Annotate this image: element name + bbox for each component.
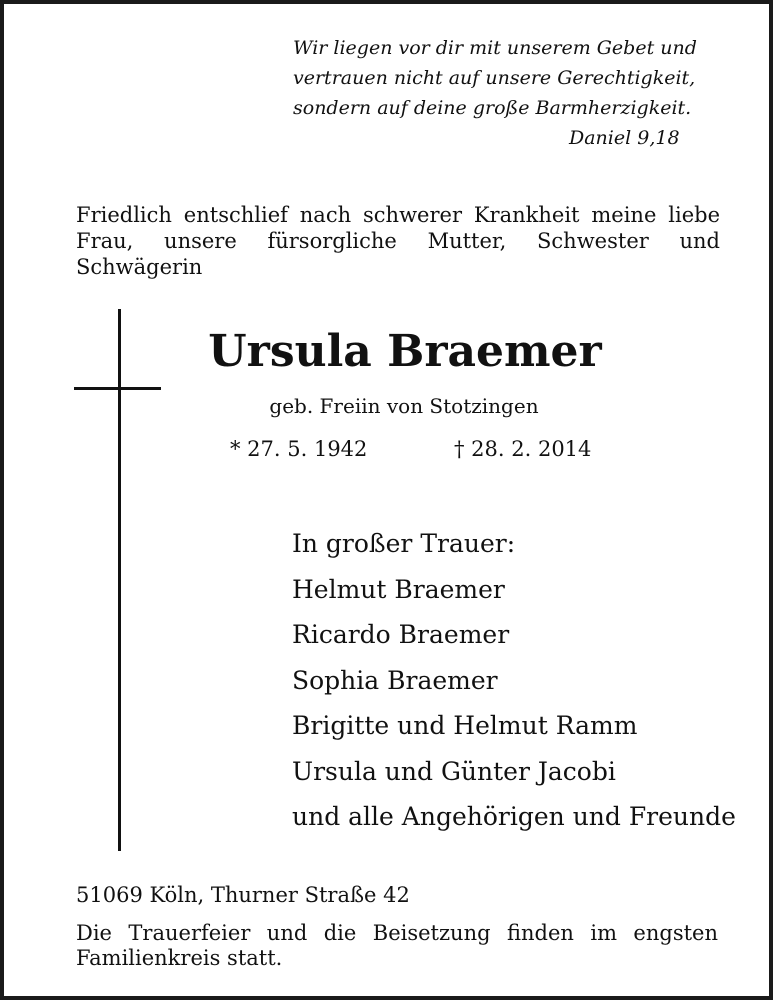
- quote-line: sondern auf deine große Barmherzigkeit.: [293, 97, 692, 119]
- birth-name: geb. Freiin von Stotzingen: [269, 394, 539, 418]
- birth-date: * 27. 5. 1942: [230, 437, 368, 461]
- mourner-name: und alle Angehörigen und Freunde: [292, 802, 736, 831]
- mourner-name: Helmut Braemer: [292, 574, 505, 604]
- mourners-heading: In großer Trauer:: [292, 529, 516, 558]
- mourners-list: [292, 521, 736, 840]
- quote-reference: Daniel 9,18: [569, 127, 680, 149]
- intro-line: Friedlich entschlief nach schwerer Krankheit meine liebe: [76, 203, 720, 227]
- quote-line: Wir liegen vor dir mit unserem Gebet und: [293, 37, 697, 59]
- mourner-name: Ricardo Braemer: [292, 620, 510, 649]
- intro-line: Frau, unsere fürsorgliche Mutter, Schwester und: [76, 229, 720, 253]
- cross-icon-bar: [74, 387, 161, 390]
- ceremony-note: [76, 921, 718, 971]
- ceremony-line: Die Trauerfeier und die Beisetzung finden im engsten: [76, 921, 718, 945]
- quote-line: vertrauen nicht auf unsere Gerechtigkeit,: [293, 67, 696, 89]
- deceased-name: Ursula Braemer: [208, 326, 602, 377]
- ceremony-line: Familienkreis statt.: [76, 946, 283, 970]
- bible-quote: [293, 33, 713, 153]
- cross-icon: [118, 309, 121, 851]
- mourner-name: Ursula und Günter Jacobi: [292, 756, 616, 786]
- mourner-name: Brigitte und Helmut Ramm: [292, 711, 638, 740]
- address: 51069 Köln, Thurner Straße 42: [76, 883, 410, 907]
- mourner-name: Sophia Braemer: [292, 665, 498, 695]
- death-date: † 28. 2. 2014: [454, 437, 592, 461]
- intro-line: Schwägerin: [76, 255, 203, 279]
- intro-text: [76, 202, 720, 280]
